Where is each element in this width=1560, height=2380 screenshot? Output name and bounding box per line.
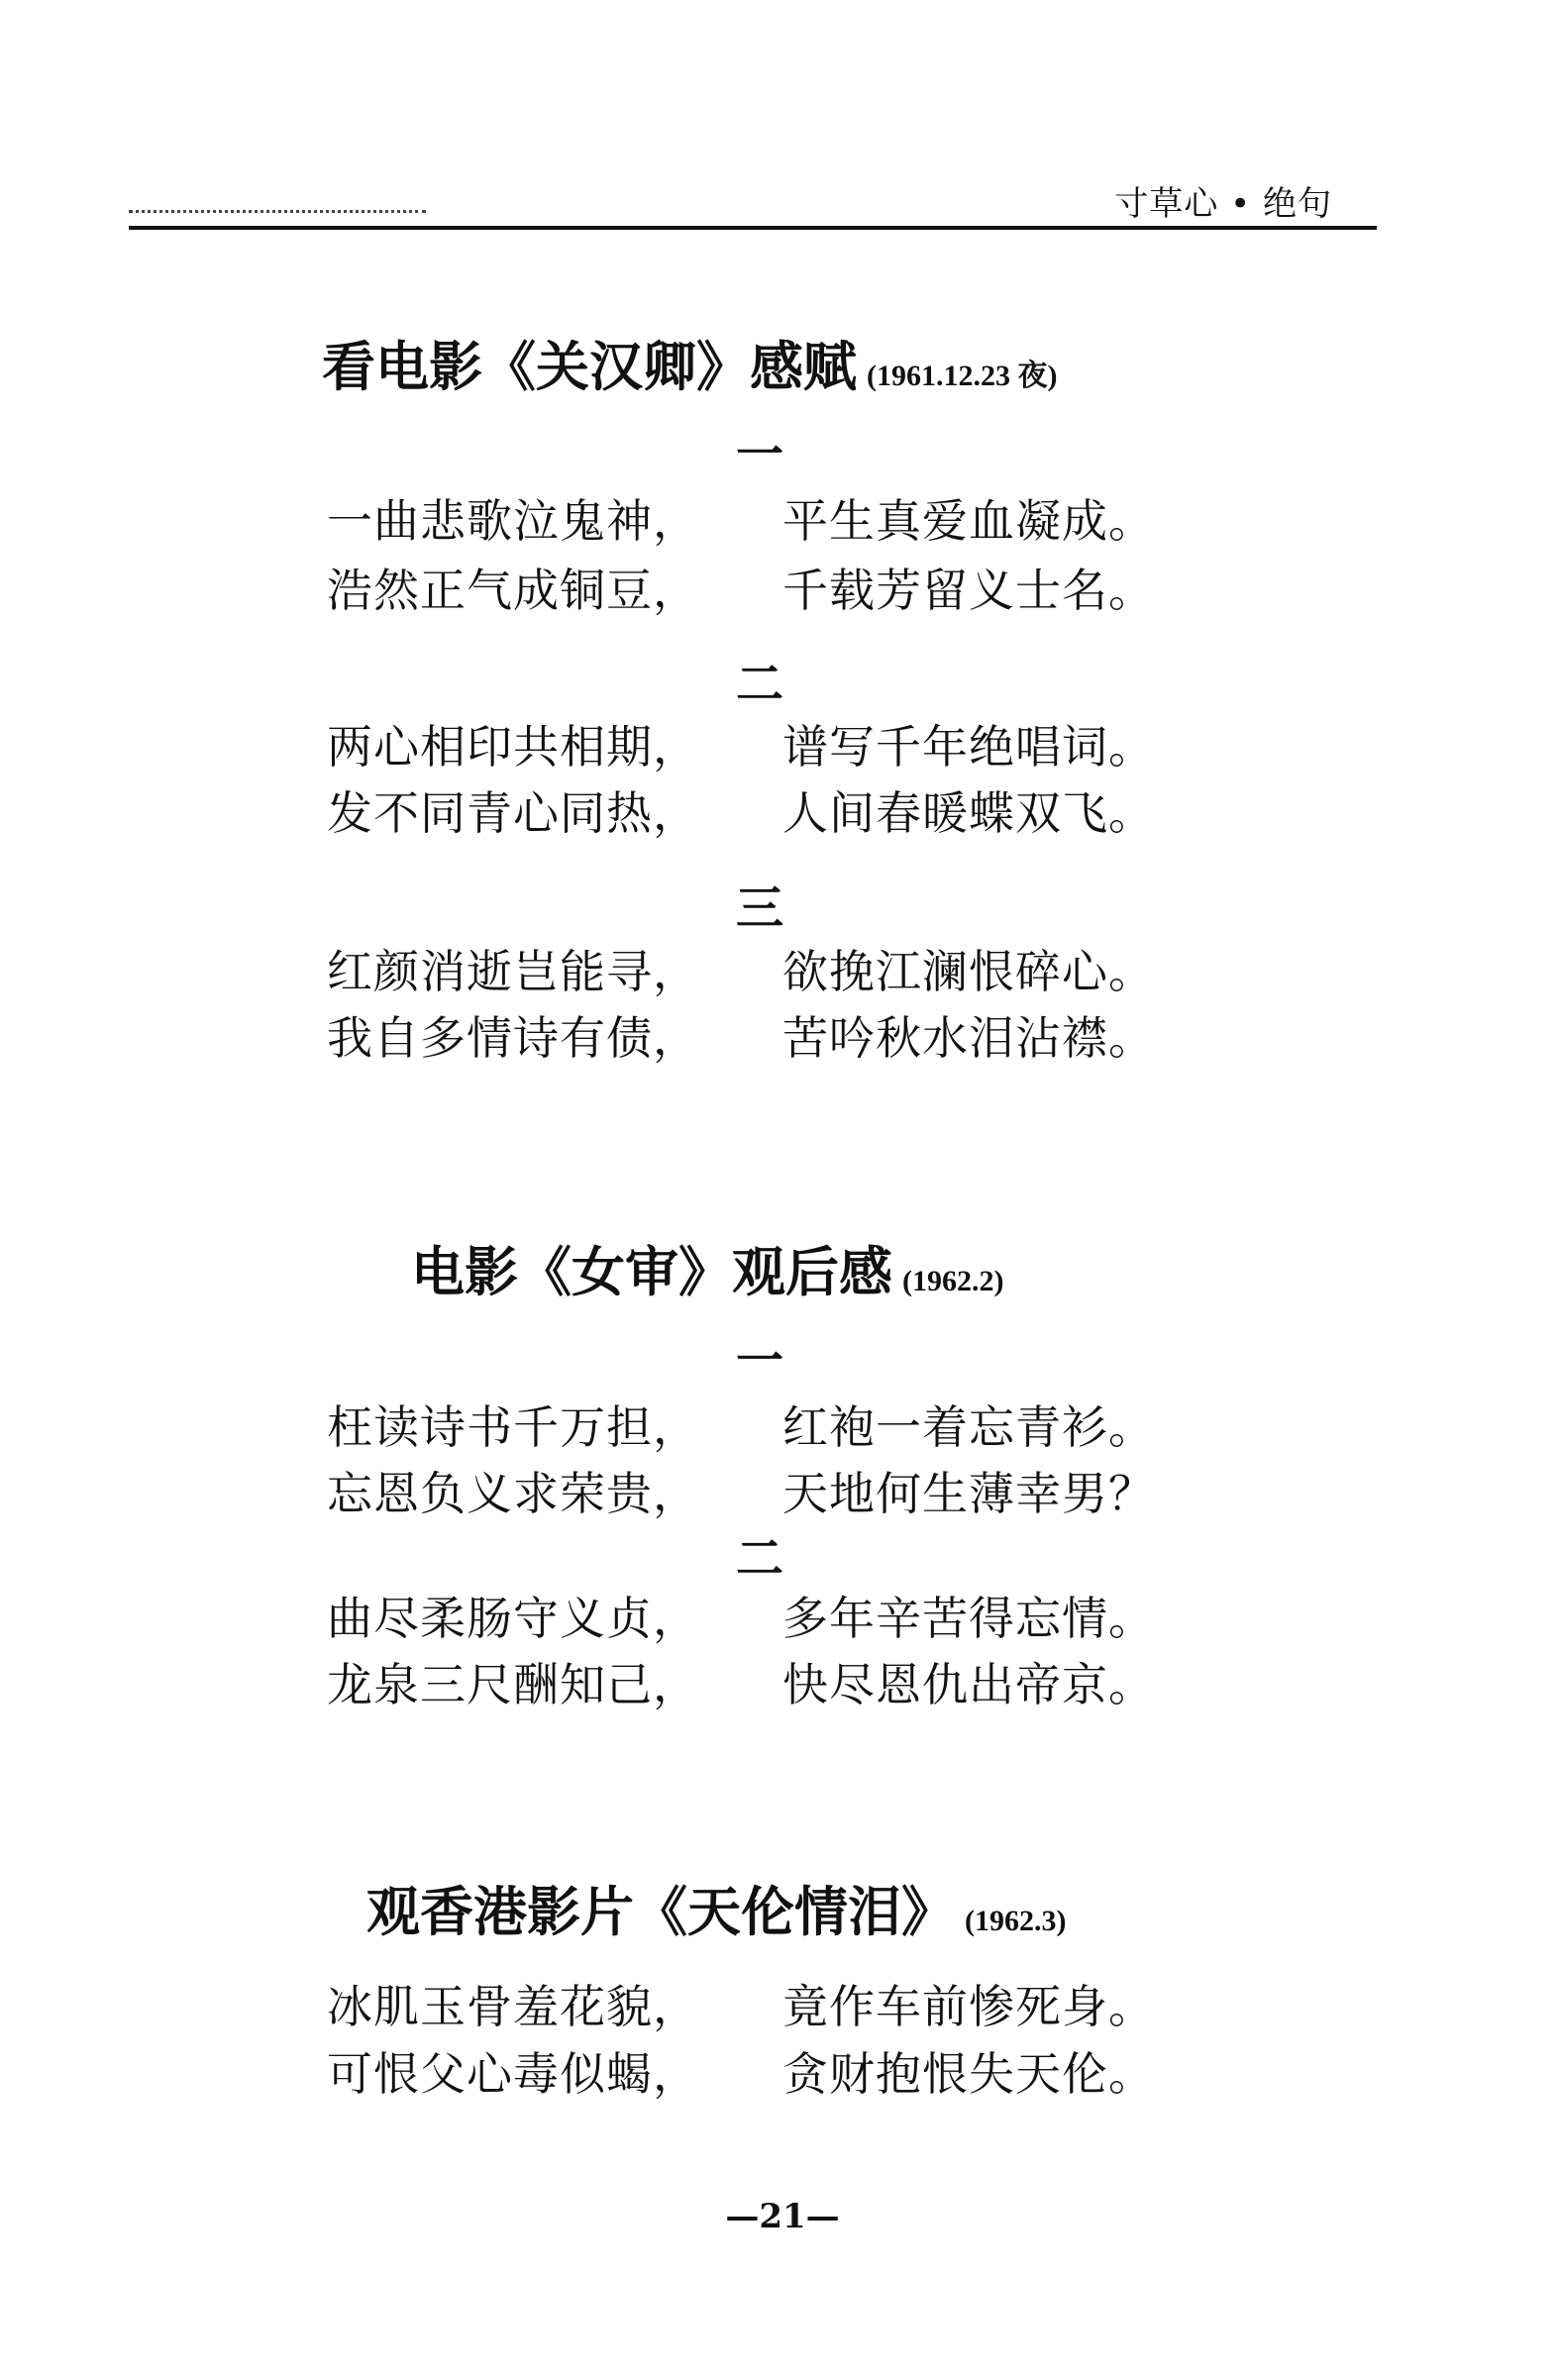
verse-line: 冰肌玉骨羞花貌， (327, 1980, 699, 2033)
poem-date: (1961.12.23 夜) (867, 360, 1058, 392)
poem-title (366, 1870, 1066, 1946)
verse-line: 发不同青心同热， (327, 786, 699, 840)
verse-line: 龙泉三尺酬知己， (327, 1658, 699, 1711)
verse-line: 忘恩负义求荣贵， (327, 1467, 699, 1520)
header-dotted-rule (129, 210, 426, 219)
verse-line: 两心相印共相期， (327, 720, 699, 774)
section-number: 一 (735, 427, 783, 482)
poem-title (322, 325, 1057, 401)
verse-line: 曲尽柔肠守义贞， (327, 1592, 699, 1645)
poem-title (411, 1230, 1003, 1306)
section-number: 一 (735, 1333, 783, 1389)
verse-line: 我自多情诗有债， (327, 1011, 699, 1065)
verse-line: 千载芳留义士名。 (782, 564, 1155, 617)
verse-line: 快尽恩仇出帝京。 (782, 1658, 1155, 1711)
poem-title-text: 电影《女审》观后感 (411, 1241, 892, 1303)
verse-line: 平生真爱血凝成。 (782, 494, 1155, 548)
verse-line: 红袍一着忘青衫。 (782, 1400, 1155, 1454)
verse-line: 浩然正气成铜豆， (327, 564, 699, 617)
section-number: 三 (735, 880, 783, 936)
verse-line: 贪财抱恨失天伦。 (782, 2047, 1155, 2101)
verse-line: 红颜消逝岂能寻， (327, 945, 699, 998)
verse-line: 人间春暖蝶双飞。 (782, 786, 1155, 840)
verse-line: 一曲悲歌泣鬼神， (327, 494, 699, 548)
poem-title-text: 看电影《关汉卿》感赋 (322, 336, 857, 398)
page-number: —21— (725, 2197, 840, 2236)
verse-line: 可恨父心毒似蝎， (327, 2047, 699, 2101)
verse-line: 天地何生薄幸男？ (782, 1467, 1155, 1520)
verse-line: 多年辛苦得忘情。 (782, 1592, 1155, 1645)
section-number: 二 (735, 1531, 783, 1587)
section-number: 二 (735, 657, 783, 712)
header-rule (129, 226, 1377, 230)
verse-line: 欲挽江澜恨碎心。 (782, 945, 1155, 998)
poem-title-text: 观香港影片《天伦情泪》 (366, 1881, 955, 1943)
running-header: 寸草心 • 绝句 (1114, 184, 1332, 224)
verse-line: 谱写千年绝唱词。 (782, 720, 1155, 774)
poem-date: (1962.2) (902, 1265, 1004, 1297)
verse-line: 竟作车前惨死身。 (782, 1980, 1155, 2033)
verse-line: 苦吟秋水泪沾襟。 (782, 1011, 1155, 1065)
verse-line: 枉读诗书千万担， (327, 1400, 699, 1454)
poem-date: (1962.3) (965, 1905, 1067, 1937)
